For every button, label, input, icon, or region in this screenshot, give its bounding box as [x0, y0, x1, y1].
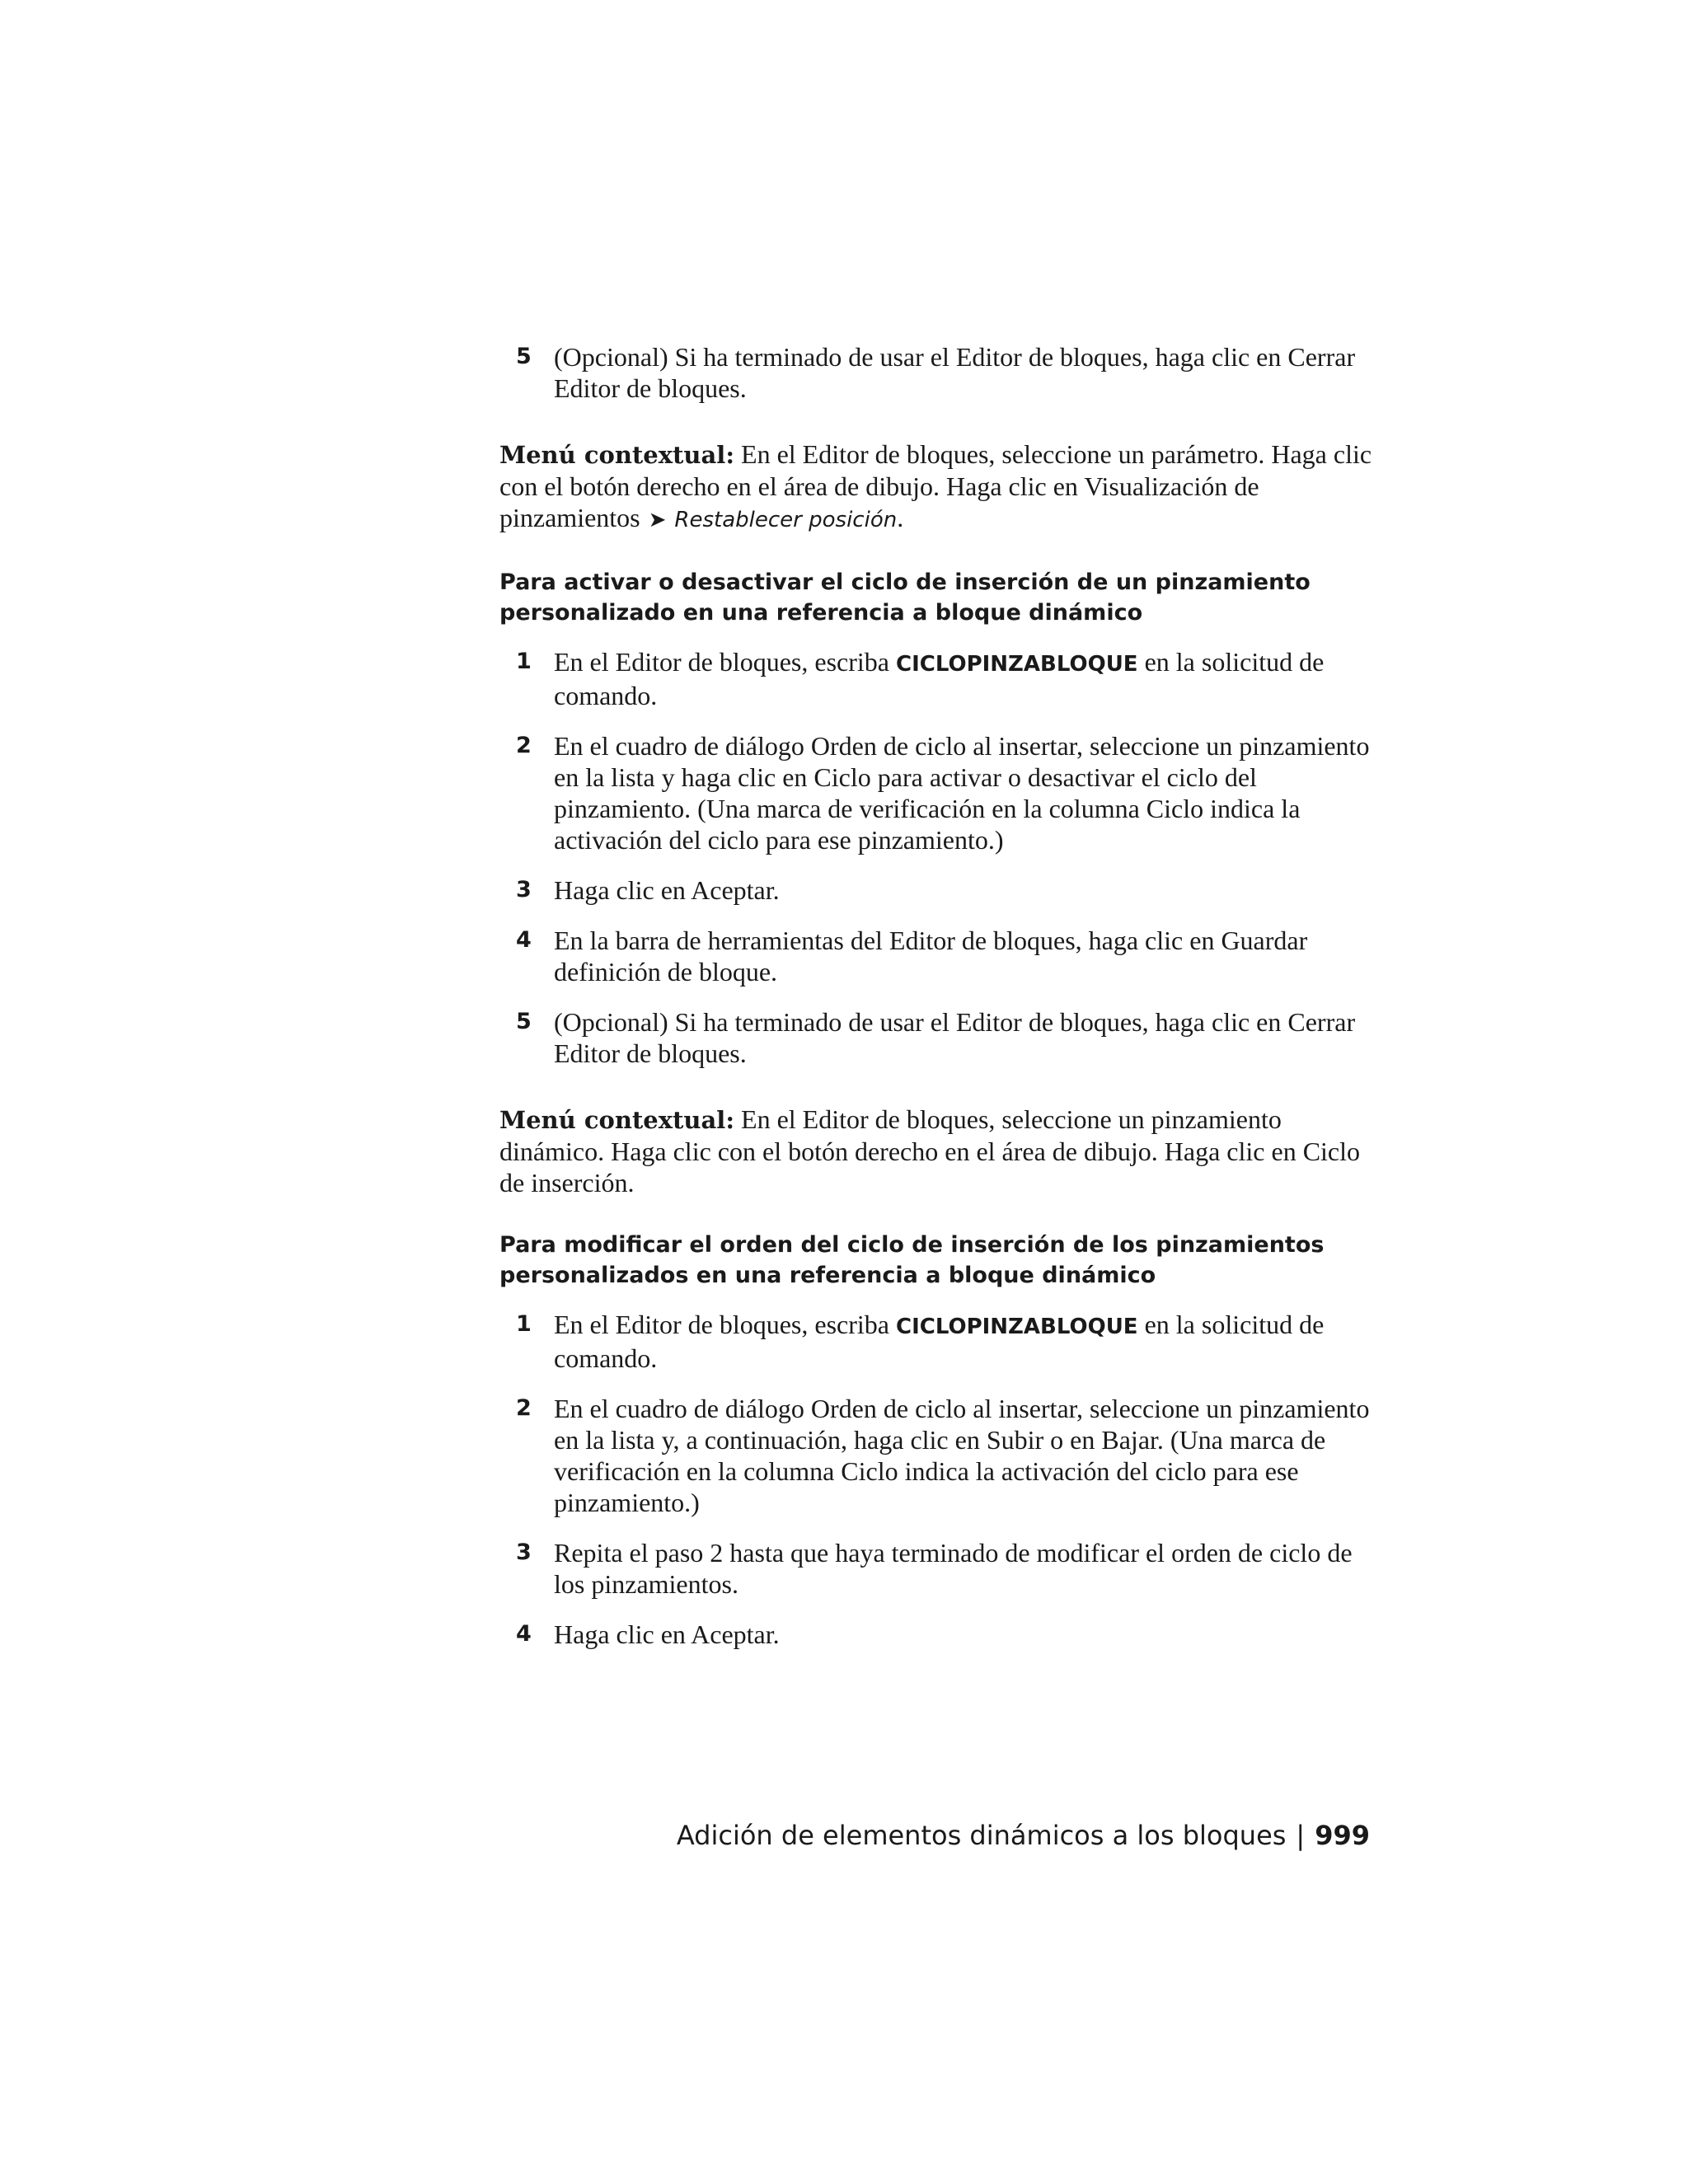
step-text: En el cuadro de diálogo Orden de ciclo al insertar, seleccione un pinzamiento en la lista y haga clic en Ciclo para activar o desactivar el ciclo del pinzamiento. (Una marca de verificación en la columna Ciclo indica la activación del ciclo para ese pinzamiento.) — [554, 731, 1370, 855]
list-item — [499, 730, 1373, 855]
procedure-heading: Para modificar el orden del ciclo de inserción de los pinzamientos personalizados en una referencia a bloque dinámico — [499, 1232, 1325, 1288]
sentence-end: . — [897, 503, 904, 532]
list-item — [499, 1309, 1373, 1374]
page-footer — [677, 1820, 1370, 1851]
list-item — [499, 1393, 1373, 1518]
list-item — [499, 1006, 1373, 1069]
step-text: Repita el paso 2 hasta que haya terminado de modificar el orden de ciclo de los pinzamientos. — [554, 1538, 1353, 1599]
step-text: En el Editor de bloques, escriba — [554, 647, 889, 677]
list-item — [499, 341, 1373, 404]
page-number: 999 — [1315, 1820, 1370, 1851]
list-item — [499, 874, 1373, 906]
step-text: En el cuadro de diálogo Orden de ciclo al insertar, seleccione un pinzamiento en la lista y, a continuación, haga clic en Subir o en Bajar. (Una marca de verificación en la columna Ciclo indica la activación del ciclo para ese pinzamiento.) — [554, 1394, 1370, 1517]
list-item — [499, 1537, 1373, 1600]
context-menu-text: En el Editor de bloques, seleccione un parámetro. Haga clic con el botón derecho en el área de dibujo. Haga clic en Visualización de pinzamientos — [499, 439, 1372, 532]
step-text: En el Editor de bloques, escriba — [554, 1310, 889, 1339]
step-number: 4 — [516, 927, 532, 953]
step-number: 4 — [516, 1621, 532, 1647]
procedure-heading: Para activar o desactivar el ciclo de inserción de un pinzamiento personalizado en una referencia a bloque dinámico — [499, 569, 1311, 626]
list-item — [499, 925, 1373, 987]
step-text: Haga clic en Aceptar. — [554, 1619, 780, 1649]
command-name: CICLOPINZABLOQUE — [895, 652, 1138, 677]
step-number: 2 — [516, 1395, 532, 1421]
list-item — [499, 1619, 1373, 1650]
step-text: en la solicitud de comando. — [554, 1310, 1325, 1373]
page-content — [499, 341, 1373, 1669]
command-name: CICLOPINZABLOQUE — [895, 1315, 1138, 1339]
step-number: 1 — [516, 1311, 532, 1337]
step-text: Haga clic en Aceptar. — [554, 875, 780, 905]
step-text: en la solicitud de comando. — [554, 647, 1325, 710]
step-text: (Opcional) Si ha terminado de usar el Editor de bloques, haga clic en Cerrar Editor de bloques. — [554, 1007, 1356, 1068]
arrow-right-icon: ➤ — [648, 508, 667, 532]
step-text: (Opcional) Si ha terminado de usar el Editor de bloques, haga clic en Cerrar Editor de bloques. — [554, 342, 1356, 403]
context-menu-label: Menú contextual: — [499, 441, 735, 469]
step-number: 2 — [516, 733, 532, 758]
menu-option-text: Restablecer posición — [674, 508, 898, 532]
context-menu-label: Menú contextual: — [499, 1106, 735, 1134]
step-text: En la barra de herramientas del Editor de bloques, haga clic en Guardar definición de bloque. — [554, 926, 1308, 987]
footer-separator: | — [1296, 1820, 1306, 1851]
footer-title: Adición de elementos dinámicos a los bloques — [676, 1820, 1287, 1851]
step-number: 3 — [516, 1540, 532, 1565]
step-number: 5 — [516, 1009, 532, 1034]
step-number: 1 — [516, 649, 532, 674]
context-menu-paragraph — [499, 438, 1373, 536]
step-number: 3 — [516, 877, 532, 902]
list-item — [499, 646, 1373, 711]
step-number: 5 — [516, 344, 532, 369]
context-menu-text: En el Editor de bloques, seleccione un pinzamiento dinámico. Haga clic con el botón derecho en el área de dibujo. Haga clic en Ciclo de inserción. — [499, 1104, 1361, 1197]
context-menu-paragraph — [499, 1104, 1373, 1198]
